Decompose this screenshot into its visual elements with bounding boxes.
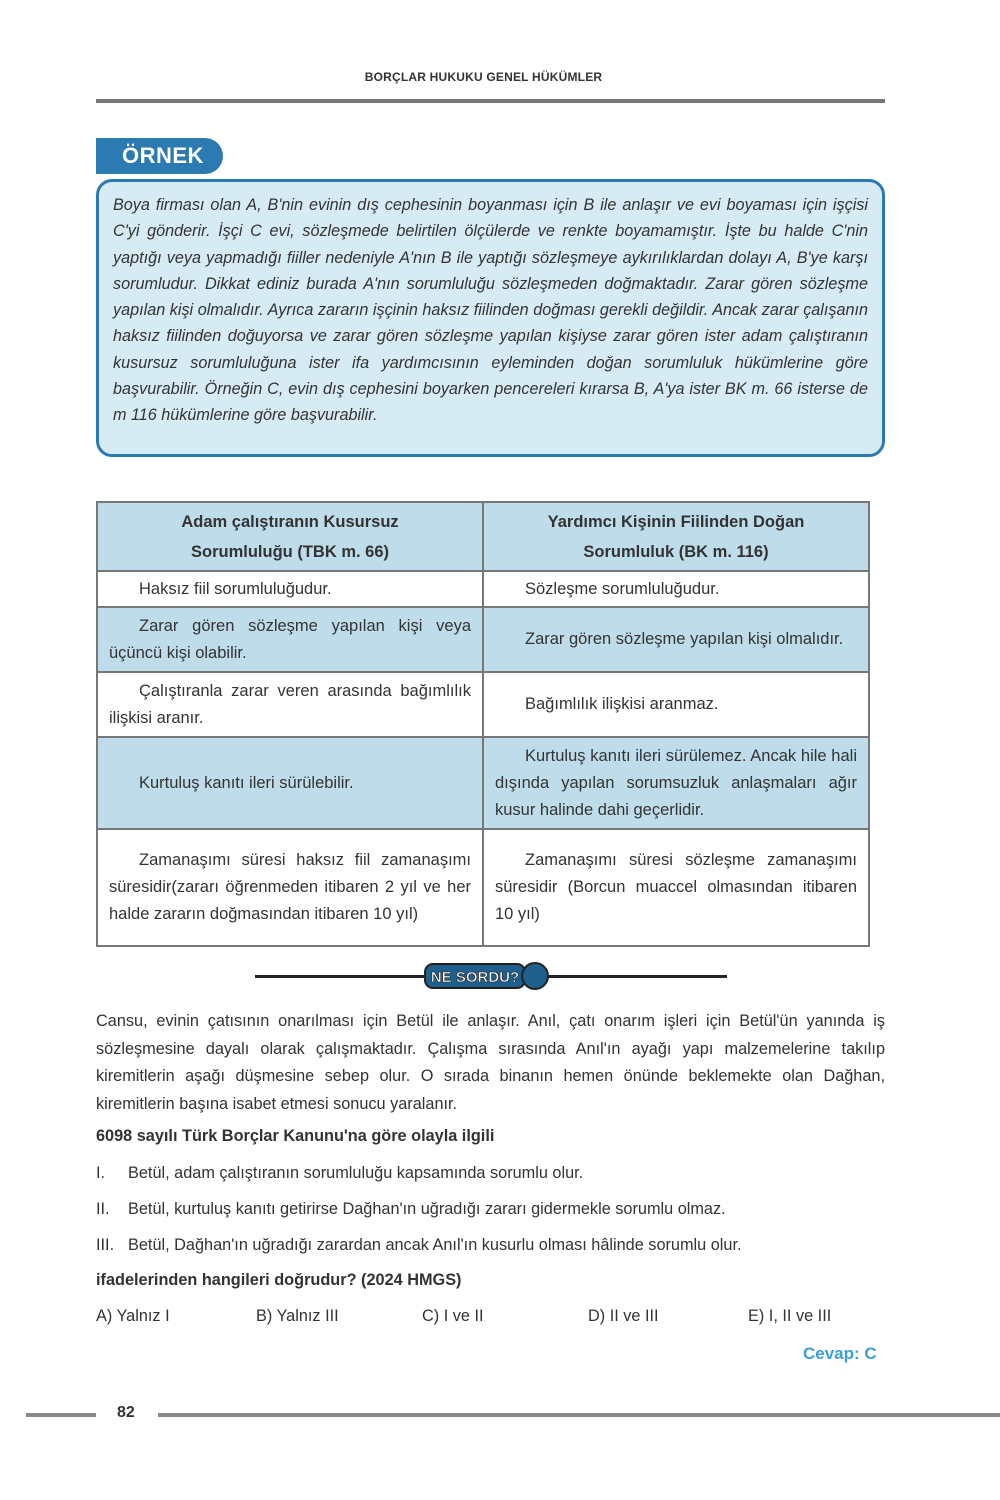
table-cell: Zamanaşımı süresi sözleşme zamanaşımı süresidir (Borcun muaccel olmasından itibaren 10 yıl) [483, 829, 869, 946]
table-header-left: Adam çalıştıranın Kusursuz Sorumluluğu (TBK m. 66) [97, 502, 483, 571]
table-cell: Zarar gören sözleşme yapılan kişi olmalıdır. [483, 607, 869, 672]
divider-line-right [547, 975, 727, 978]
table-cell: Kurtuluş kanıtı ileri sürülebilir. [97, 737, 483, 829]
comparison-table [96, 501, 870, 947]
ne-sordu-divider [255, 955, 727, 997]
option-b: B) Yalnız III [256, 1307, 339, 1325]
table-cell: Bağımlılık ilişkisi aranmaz. [483, 672, 869, 737]
option-a: A) Yalnız I [96, 1307, 170, 1325]
table-cell: Çalıştıranla zarar veren arasında bağımlılık ilişkisi aranır. [97, 672, 483, 737]
option-e: E) I, II ve III [748, 1307, 832, 1325]
running-header: BORÇLAR HUKUKU GENEL HÜKÜMLER [364, 70, 603, 84]
example-box [96, 179, 885, 457]
option-c: C) I ve II [422, 1307, 484, 1325]
option-d: D) II ve III [588, 1307, 659, 1325]
ne-sordu-logo [421, 959, 551, 993]
table-row [97, 571, 869, 607]
table-cell: Sözleşme sorumluluğudur. [483, 571, 869, 607]
header-rule [96, 99, 885, 103]
table-cell: Zarar gören sözleşme yapılan kişi veya üçüncü kişi olabilir. [97, 607, 483, 672]
table-header-row [97, 502, 869, 571]
footer-rule-right [158, 1413, 1000, 1417]
table-cell: Haksız fiil sorumluluğudur. [97, 571, 483, 607]
question-lead: 6098 sayılı Türk Borçlar Kanunu'na göre olayla ilgili [96, 1127, 495, 1145]
table-row [97, 672, 869, 737]
table-row [97, 607, 869, 672]
table-cell: Zamanaşımı süresi haksız fiil zamanaşımı süresidir(zararı öğrenmeden itibaren 2 yıl ve her halde zararın doğmasından itibaren 10 yıl) [97, 829, 483, 946]
question-closing: ifadelerinden hangileri doğrudur? (2024 HMGS) [96, 1271, 462, 1289]
table-row [97, 829, 869, 946]
statement-3: III. Betül, Dağhan'ın uğradığı zarardan ancak Anıl'ın kusurlu olması hâlinde sorumlu olur. [96, 1236, 742, 1254]
question-text: Cansu, evinin çatısının onarılması için Betül ile anlaşır. Anıl, çatı onarım işleri için Betül'ün yanında iş sözleşmesine dayalı olarak çalışmaktadır. Çalışma sırasında Anıl'ın ayağı yapı malzemelerine takılıp kiremitlerin aşağı düşmesine sebep olur. O sırada binanın hemen önünde beklemekte olan Dağhan, kiremitlerin başına isabet etmesi sonucu yaralanır. [96, 1012, 885, 1113]
page-number: 82 [117, 1404, 135, 1421]
table-header-right: Yardımcı Kişinin Fiilinden Doğan Sorumluluk (BK m. 116) [483, 502, 869, 571]
ne-sordu-text: NE SORDU? [430, 969, 520, 986]
footer-rule-left [26, 1413, 96, 1417]
statement-1: I. Betül, adam çalıştıranın sorumluluğu kapsamında sorumlu olur. [96, 1164, 584, 1182]
example-text: Boya firması olan A, B'nin evinin dış cephesinin boyanması için B ile anlaşır ve evi boyaması için işçisi C'yi gönderir. İşçi C evi, sözleşmede belirtilen ölçülerde ve renkte boyamamıştır. İşte bu halde C'nin yaptığı veya yapmadığı fiiller nedeniyle A'nın B ile yaptığı sözleşmeye aykırılıklardan dolayı A, B'ye karşı sorumludur. Dikkat ediniz burada A'nın sorumluluğu sözleşmeden doğmaktadır. Zarar gören sözleşme yapılan kişi olmalıdır. Ayrıca zararın işçinin haksız fiilinden doğması gerekli değildir. Ancak zarar çalışanın haksız fiilinden doğuyorsa ve zarar gören sözleşme yapılan kişiyse zarar gören ister adam çalıştıranın kusursuz sorumluluğuna ister ifa yardımcısının eyleminden doğan sorumluluk hükümlerine göre başvurabilir. Örneğin C, evin dış cephesini boyarken pencereleri kırarsa B, A'ya ister BK m. 66 isterse de m 116 hükümlerine göre başvurabilir. [113, 196, 868, 425]
example-label: ÖRNEK [96, 138, 223, 174]
divider-line-left [255, 975, 425, 978]
answer-key: Cevap: C [803, 1344, 877, 1363]
statement-2: II. Betül, kurtuluş kanıtı getirirse Dağhan'ın uğradığı zararı gidermekle sorumlu olmaz. [96, 1200, 726, 1218]
table-cell: Kurtuluş kanıtı ileri sürülemez. Ancak hile hali dışında yapılan sorumsuzluk anlaşmaları ağır kusur halinde dahi geçerlidir. [483, 737, 869, 829]
table-row [97, 737, 869, 829]
